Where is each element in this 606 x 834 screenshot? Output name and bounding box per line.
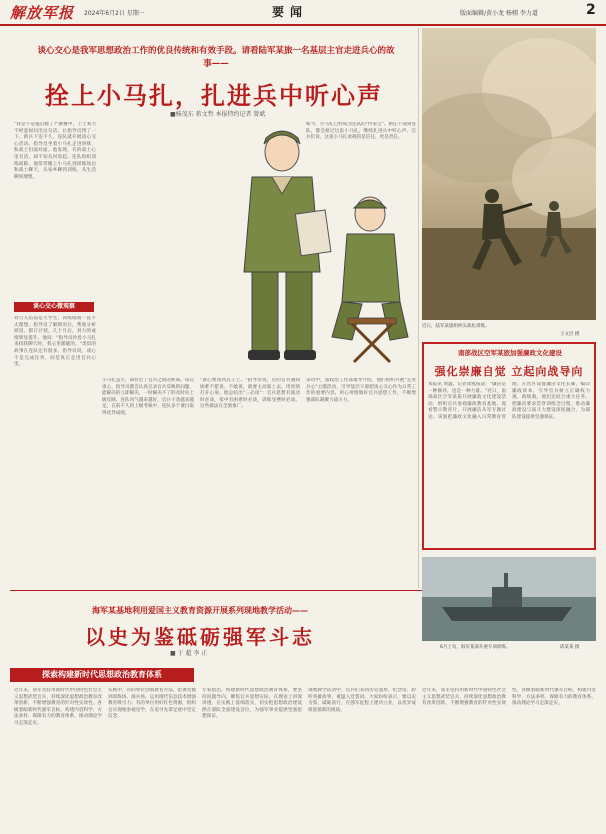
lead-subhead-box: 谈心交心微观察 bbox=[14, 302, 94, 312]
military-training-photo bbox=[422, 28, 596, 320]
lead-kicker: 谈心交心是我军思想政治工作的优良传统和有效手段。请看陆军某旅一名基层主官走进兵心的故事—— bbox=[37, 46, 395, 69]
lead-column-1: "我是不是拖后腿了?"聚餐中，上士刘力不经意间问出这句话，让指导员愣了一下。新兵下连不久，连队就开展谈心交心活动。指导员坐着小马扎走进班排，和战士们面对面。他发现，有的战士心里有话，却不知从何说起。连队组织训练间隙，他常常搬上小马扎到训练场边和战士聊天，从家乡聊到训练，从生活聊到理想。 bbox=[14, 122, 96, 180]
lead-column-6: 采访中，旅政治工作部领导介绍，他们组织开展"走进兵心"主题活动，引导基层干部把谈心交心作为日常工作的重要内容，用心用情做好官兵思想工作，不断增强部队凝聚力战斗力。 bbox=[306, 378, 416, 403]
lead-byline: ■杨茂东 蒋文哲 本报特约记者 曾斌 bbox=[170, 111, 266, 118]
issue-date: 2024年6月2日 星期一 bbox=[84, 10, 145, 17]
bottom-column-3: 专家指出，构建新时代思想政治教育体系，要坚持问题导向，聚焦官兵思想实际，在理论上讲深讲透、在实践上落细落实，切实把思想政治建设摆在部队全面建设首位，为强军事业提供坚强思想保证。 bbox=[202, 688, 302, 720]
lead-headline: 拴上小马扎，扎进兵中听心声 bbox=[45, 82, 383, 110]
second-photo-credit: 邱某某 摄 bbox=[560, 645, 580, 650]
section-title: 要闻 bbox=[272, 5, 309, 19]
lead-column-4: "谈心要谈到点子上。"指导员说，有的官兵遇到困难不愿说、不敢说，就要主动靠上去，用真情打开心扉。他总结出"三必谈"：官兵思想有波动时必谈，家中有困难时必谈，训练受挫时必谈。这些做法在全旅推广。 bbox=[200, 378, 300, 410]
naval-training-photo bbox=[422, 557, 596, 641]
page-number: 2 bbox=[586, 2, 596, 18]
bottom-band-title-2 bbox=[200, 668, 350, 682]
photo-caption: 近日，陆军某旅组织实战化训练。 bbox=[422, 324, 490, 329]
column-divider bbox=[418, 28, 419, 588]
lead-column-3: 小马扎虽小，却拉近了官兵之间的距离。每次谈心，指导员都会认真记录官兵反映的问题，能解决的立即解决，一时解决不了的及时向上级反映。连队风气越来越好，官兵干劲越来越足。在前不久的上级考核中，连队多个课目取得优异成绩。 bbox=[102, 378, 194, 416]
newspaper-masthead: 解放军报 bbox=[10, 4, 75, 22]
second-kicker: 海军某基地利用爱国主义教育资源开展系列现地教学活动—— bbox=[92, 606, 308, 615]
second-photo-caption: 6月上旬，海军某部开展专项训练。 bbox=[440, 645, 511, 650]
photo-credit: 王文臣 摄 bbox=[560, 332, 580, 337]
bottom-column-5: 近年来，我军坚持用新时代中国特色社会主义思想武装官兵，持续深化思想政治教育改革创新，不断增强教育的针对性实效性。各级着眼新时代强军目标，构建内容科学、方法多样、保障有力的教育体系，推动理论学习走深走实。 bbox=[422, 688, 596, 707]
bottom-column-1: 近年来，我军坚持用新时代中国特色社会主义思想武装官兵，持续深化思想政治教育改革创新，不断增强教育的针对性实效性。各级着眼新时代强军目标，构建内容科学、方法多样、保障有力的教育体系，推动理论学习走深走实。 bbox=[14, 688, 102, 726]
page-editors: 版面编辑/黄小龙 杨栩 李力道 bbox=[460, 10, 538, 17]
sidebar-headline: 强化崇廉自觉 立起向战导向 bbox=[434, 365, 584, 378]
second-headline: 以史为鉴砥砺强军斗志 bbox=[85, 625, 315, 649]
bottom-band-title-1: 探索构建新时代思想政治教育体系 bbox=[10, 668, 194, 682]
bottom-column-4: 现地教学活动中，官兵们来到历史遗址、纪念馆，聆听英雄故事，重温入党誓词。大家纷纷表示，要以史为鉴、砥砺前行，在强军征程上建功立业，以优异成绩迎接新的挑战。 bbox=[308, 688, 416, 713]
section-divider bbox=[10, 590, 422, 591]
second-byline: ■ 于 超 李 正 bbox=[170, 650, 208, 657]
bottom-band-title-3 bbox=[356, 668, 596, 682]
sidebar-body: 本报讯 黄鑫、记者徐淞报道："廉洁是一种修养，也是一种力量。"近日，南部战区空军某旅开展廉政文化建设活动，组织官兵参观廉政教育基地、观看警示教育片、开展廉洁从军专题讨论。该旅把廉政文化融入日常教育管理，在营区设置廉洁文化长廊，编印廉政读本，引导官兵树立正确权力观、政绩观。他们还结合重大任务，把廉洁要求贯穿训练全过程，推动廉政建设与战斗力建设深度融合，为部队建设提供坚强保证。 bbox=[428, 382, 590, 420]
lead-column-5: 如今，小马扎已经成为连队的"传家宝"。新任干部到连队，都会接过这张小马扎，继续扎进兵中听心声。官兵们说，这张小马扎承载的是信任，更是责任。 bbox=[306, 122, 416, 141]
sidebar-kicker: 南部战区空军某旅加强廉政文化建设 bbox=[458, 349, 562, 357]
lead-column-2: 刘力入伍前是大学生，训练成绩一直不太理想。指导员了解情况后，帮他分析原因、制订计划。几个月后，刘力的成绩明显提升。他说："指导员拎着小马扎来找我聊天时，我心里暖暖的。"类似的故事在连队还有很多。指导员说，谈心不是完成任务，而是真正走进官兵心里。 bbox=[14, 316, 96, 368]
bottom-column-2: 实践中，有的单位创新教育方法，把课堂搬到训练场、演兵场，运用现代信息技术增强教育吸引力；有的单位用好红色资源，组织官兵现地参观见学，在追寻先辈足迹中坚定信念。 bbox=[108, 688, 196, 720]
